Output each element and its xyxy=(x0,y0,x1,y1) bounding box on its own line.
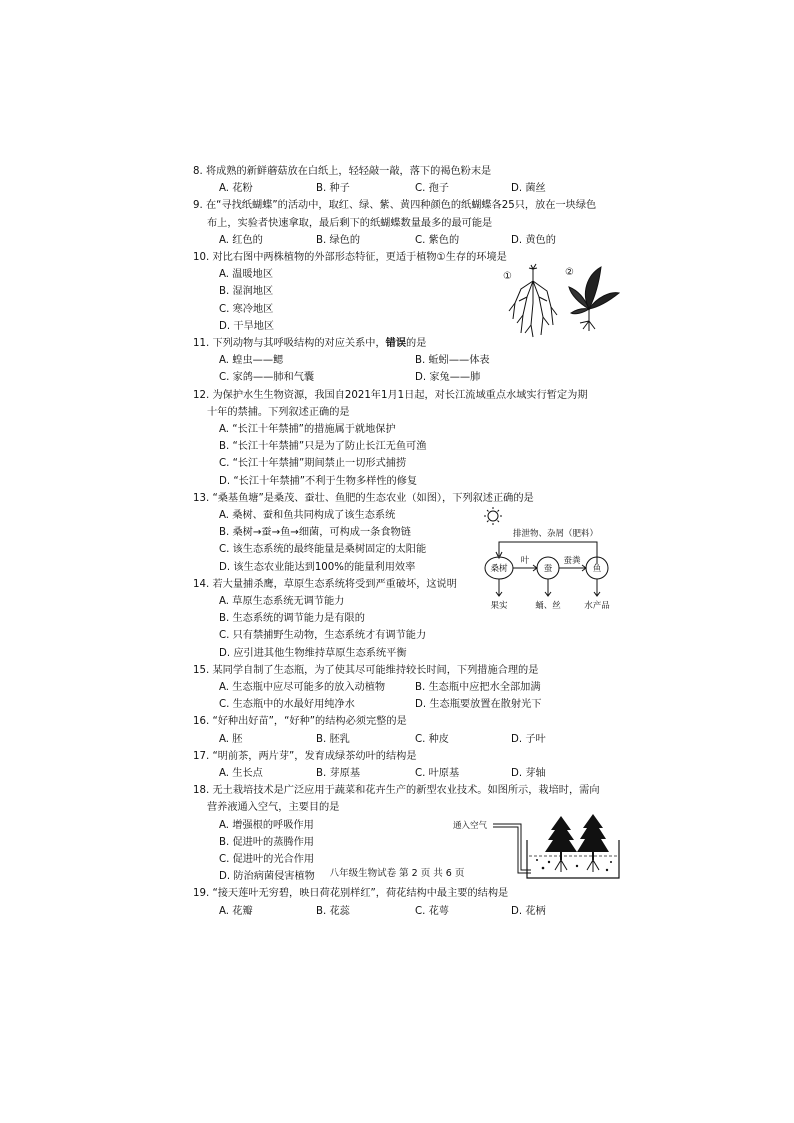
option-c: C. 只有禁捕野生动物，生态系统才有调节能力 xyxy=(219,630,427,642)
option-c: C. “长江十年禁捕”期间禁止一切形式捕捞 xyxy=(219,458,407,470)
stem-text: 11. 下列动物与其呼吸结构的对应关系中， xyxy=(193,338,386,349)
options-row xyxy=(193,696,633,713)
option-a: A. 桑树、蚕和鱼共同构成了该生态系统 xyxy=(219,510,396,521)
question-11 xyxy=(193,335,633,387)
question-17 xyxy=(193,748,633,782)
output-fruit: 果实 xyxy=(490,600,508,611)
question-8 xyxy=(193,163,633,197)
option-a: A. 红色的 xyxy=(219,234,263,246)
question-stem: 8. 将成熟的新鲜蘑菇放在白纸上，轻轻敲一敲，落下的褐色粉末是 xyxy=(193,166,492,177)
question-19 xyxy=(193,885,633,919)
question-stem: 13. “桑基鱼塘”是桑茂、蚕壮、鱼肥的生态农业（如图），下列叙述正确的是 xyxy=(193,492,534,504)
options-row xyxy=(193,679,633,696)
question-stem-continued: 布上，实验者快速拿取，最后剩下的纸蝴蝶数量最多的最可能是 xyxy=(207,217,493,229)
question-stem-continued: 营养液通入空气，主要目的是 xyxy=(207,802,340,814)
option-d: D. 应引进其他生物维持草原生态系统平衡 xyxy=(219,647,407,659)
option-b: B. 生态瓶中应把水全部加满 xyxy=(415,682,541,694)
option-d: D. 子叶 xyxy=(511,733,546,745)
option-a: A. “长江十年禁捕”的措施属于就地保护 xyxy=(219,423,396,435)
option-b: B. 花蕊 xyxy=(316,905,350,917)
option-a: A. 温暖地区 xyxy=(219,269,274,281)
question-stem: 15. 某同学自制了生态瓶，为了使其尽可能维持较长时间，下列措施合理的是 xyxy=(193,664,539,676)
option-c: C. 孢子 xyxy=(415,183,449,195)
options-row xyxy=(193,180,633,197)
air-inlet-label: 通入空气 xyxy=(453,821,488,832)
output-silk: 蛹、丝 xyxy=(535,600,561,611)
option-d: D. 生态瓶要放置在散射光下 xyxy=(415,699,542,711)
option-c: C. 家鸽——肺和气囊 xyxy=(219,372,315,384)
option-c: C. 生态瓶中的水最好用纯净水 xyxy=(219,699,355,711)
options-row xyxy=(193,903,633,920)
option-b: B. “长江十年禁捕”只是为了防止长江无鱼可渔 xyxy=(219,441,427,453)
option-a: A. 花瓣 xyxy=(219,905,253,917)
options-row xyxy=(193,731,633,748)
option-b: B. 种子 xyxy=(316,183,350,195)
plant-1-drawing xyxy=(509,264,557,337)
option-d: D. “长江十年禁捕”不利于生物多样性的修复 xyxy=(219,475,418,487)
question-12 xyxy=(193,387,633,490)
option-a: A. 草原生态系统无调节能力 xyxy=(219,596,345,608)
question-16 xyxy=(193,713,633,747)
option-c: C. 寒冷地区 xyxy=(219,303,274,315)
plant-comparison-figure xyxy=(501,263,621,339)
option-c: C. 促进叶的光合作用 xyxy=(219,854,315,865)
option-b: B. 促进叶的蒸腾作用 xyxy=(219,836,314,848)
question-stem: 14. 若大量捕杀鹰，草原生态系统将受到严重破坏，这说明 xyxy=(193,578,457,590)
option-b: B. 绿色的 xyxy=(316,234,361,246)
option-d: D. 家兔——肺 xyxy=(415,372,481,384)
plant-seedling-a xyxy=(545,816,577,860)
question-14 xyxy=(193,576,633,662)
question-stem: 16. “好种出好苗”，“好种”的结构必须完整的是 xyxy=(193,716,407,728)
stem-text-end: 的是 xyxy=(406,338,427,349)
option-b: B. 生态系统的调节能力是有限的 xyxy=(219,613,365,625)
option-c: C. 叶原基 xyxy=(415,768,460,779)
output-aquatic: 水产品 xyxy=(584,600,610,611)
question-stem-continued: 十年的禁捕。下列叙述正确的是 xyxy=(207,406,350,418)
exam-page xyxy=(193,163,633,920)
diagram-top-label: 排泄物、杂屑（肥料） xyxy=(513,528,599,539)
question-stem: 10. 对比右图中两株植物的外部形态特征，更适于植物①生存的环境是 xyxy=(193,251,507,263)
option-c: C. 紫色的 xyxy=(415,234,460,246)
question-stem: 19. “接天莲叶无穷碧，映日荷花别样红”，荷花结构中最主要的结构是 xyxy=(193,888,509,900)
plant-2-label: ② xyxy=(565,266,574,278)
option-d: D. 菌丝 xyxy=(511,183,546,195)
question-10 xyxy=(193,249,633,335)
options-row xyxy=(193,352,633,369)
question-stem: 18. 无土栽培技术是广泛应用于蔬菜和花卉生产的新型农业技术。如图所示，栽培时，需向 xyxy=(193,785,600,797)
question-stem: 17. “明前茶，两片芽”，发育成绿茶幼叶的结构是 xyxy=(193,750,417,762)
option-a: A. 花粉 xyxy=(219,183,253,195)
option-d: D. 该生态农业能达到100%的能量利用效率 xyxy=(219,561,416,573)
option-c: C. 种皮 xyxy=(415,733,449,745)
node-silkworm-label: 蚕 xyxy=(543,563,553,574)
option-d: D. 防治病菌侵害植物 xyxy=(219,871,315,883)
option-b: B. 芽原基 xyxy=(316,768,361,779)
option-d: D. 干旱地区 xyxy=(219,320,275,332)
question-9 xyxy=(193,197,633,249)
option-b: B. 湿润地区 xyxy=(219,286,274,298)
option-a: A. 生长点 xyxy=(219,768,263,779)
option-b: B. 胚乳 xyxy=(316,733,350,745)
option-b: B. 桑树→蚕→鱼→细菌，可构成一条食物链 xyxy=(219,527,411,539)
node-mulberry-label: 桑树 xyxy=(490,563,508,574)
edge-label-feces: 蚕粪 xyxy=(563,555,581,566)
plant-1-label: ① xyxy=(503,270,512,282)
page-footer: 八年级生物试卷 第 2 页 共 6 页 xyxy=(329,868,465,879)
edge-label-leaf: 叶 xyxy=(520,555,530,566)
question-stem: 9. 在“寻找纸蝴蝶”的活动中，取红、绿、紫、黄四种颜色的纸蝴蝶各25只，放在一块绿色 xyxy=(193,200,597,212)
stem-emphasis: 错误 xyxy=(385,338,407,349)
question-stem: 12. 为保护水生生物资源，我国自2021年1月1日起，对长江流域重点水域实行暂定为期 xyxy=(193,389,588,401)
option-c: C. 花萼 xyxy=(415,905,449,917)
sun-icon xyxy=(484,507,502,525)
plant-seedling-b xyxy=(577,814,609,860)
option-a: A. 胚 xyxy=(219,733,243,745)
question-15 xyxy=(193,662,633,714)
option-a: A. 生态瓶中应尽可能多的放入动植物 xyxy=(219,682,386,694)
option-d: D. 花柄 xyxy=(511,905,546,917)
option-b: B. 蚯蚓——体表 xyxy=(415,355,490,367)
option-a: A. 蝗虫——鳃 xyxy=(219,355,284,367)
node-fish-label: 鱼 xyxy=(592,563,602,574)
question-stem xyxy=(193,335,633,352)
option-c: C. 该生态系统的最终能量是桑树固定的太阳能 xyxy=(219,544,427,556)
option-a: A. 增强根的呼吸作用 xyxy=(219,819,314,831)
options-row xyxy=(193,232,633,249)
options-row xyxy=(193,369,633,386)
options-row xyxy=(193,765,633,782)
option-d: D. 芽轴 xyxy=(511,768,546,779)
option-d: D. 黄色的 xyxy=(511,234,556,246)
plant-2-drawing xyxy=(569,267,619,331)
